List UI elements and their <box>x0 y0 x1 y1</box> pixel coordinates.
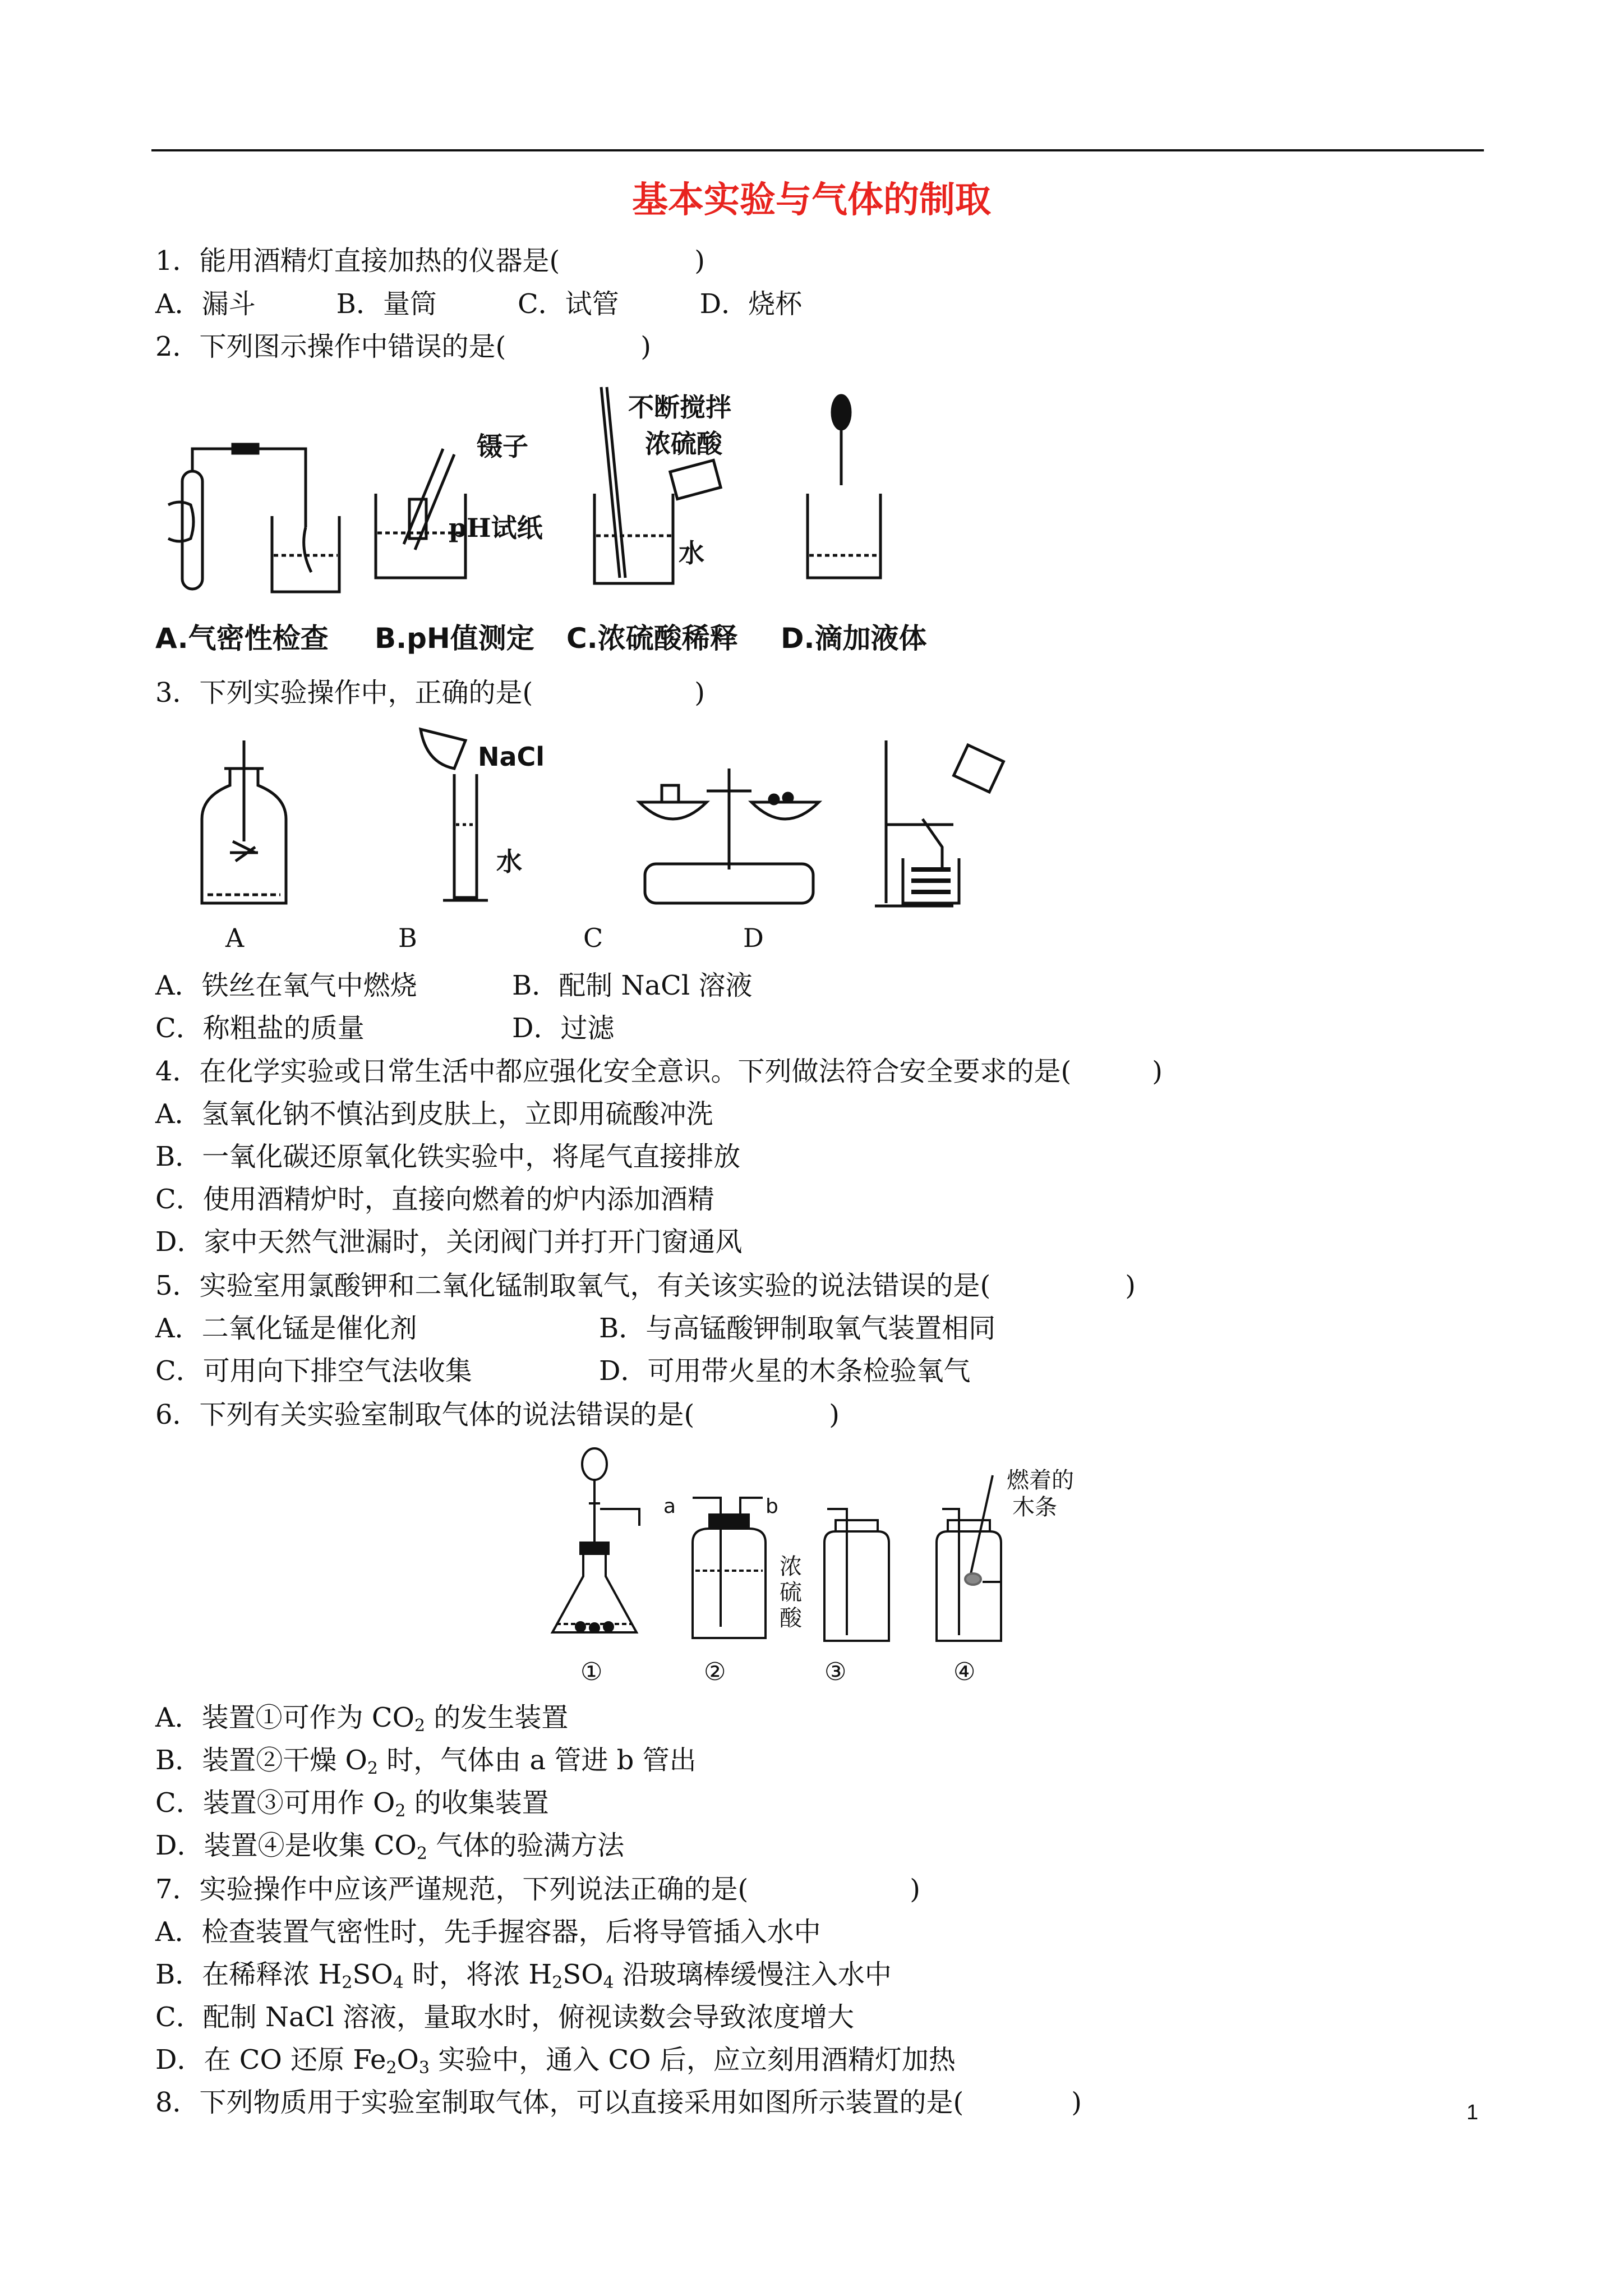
q6-device-3-collect-bottle <box>819 1509 897 1644</box>
question-3-stem: 3．下列实验操作中，正确的是( ) <box>155 677 705 708</box>
question-5-stem: 5．实验室用氯酸钾和二氧化锰制取氧气，有关该实验的说法错误的是( ) <box>155 1270 1136 1301</box>
page-number: 1 <box>1466 2101 1478 2124</box>
label-pipe-a: a <box>663 1495 676 1518</box>
label-water: 水 <box>679 538 704 568</box>
question-6-stem: 6．下列有关实验室制取气体的说法错误的是( ) <box>155 1399 840 1430</box>
q3-letter-a: A <box>225 923 245 953</box>
header-rule <box>151 149 1484 151</box>
label-ph-paper: pH试纸 <box>449 513 543 543</box>
q4-option-a: A．氢氧化钠不慎沾到皮肤上，立即用硫酸冲洗 <box>155 1098 713 1130</box>
label-conc-acid-vertical: 浓 硫 酸 <box>780 1554 802 1631</box>
label-water-b: 水 <box>496 846 522 877</box>
q6-device-2-wash-bottle <box>684 1498 774 1644</box>
q3-letter-b: B <box>398 923 417 953</box>
q5-option-b: B．与高锰酸钾制取氧气装置相同 <box>599 1313 996 1344</box>
question-7-stem: 7．实验操作中应该严谨规范，下列说法正确的是( ) <box>155 1874 920 1905</box>
q5-option-d: D．可用带火星的木条检验氧气 <box>599 1355 971 1387</box>
q3-figure-a-iron-wire <box>196 740 292 909</box>
q7-option-d: D．在 CO 还原 $Fe_2O_3$ 实验中，通入 CO 后，应立刻用酒精灯加热 <box>155 2044 956 2078</box>
q3-letter-d: D <box>743 923 764 953</box>
q3-option-a: A．铁丝在氧气中燃烧 <box>155 970 417 1001</box>
page-title: 基本实验与气体的制取 <box>632 180 991 221</box>
q6-option-a: A．装置①可作为 $CO_2$ 的发生装置 <box>155 1702 569 1736</box>
q2-figure-d-dropper <box>796 393 909 583</box>
q5-option-c: C．可用向下排空气法收集 <box>155 1355 472 1387</box>
label-tweezers: 镊子 <box>477 431 528 462</box>
q3-option-b: B．配制 NaCl 溶液 <box>512 970 753 1001</box>
q2-figure-a-airtightness <box>157 449 348 595</box>
q3-option-c: C．称粗盐的质量 <box>155 1013 365 1044</box>
q6-number-3: ③ <box>824 1658 847 1686</box>
question-1-stem: 1．能用酒精灯直接加热的仪器是( ) <box>155 245 705 277</box>
label-nacl: NaCl <box>478 742 545 772</box>
q4-option-b: B．一氧化碳还原氧化铁实验中，将尾气直接排放 <box>155 1141 741 1172</box>
q2-caption-a: A.气密性检查 <box>155 622 329 655</box>
q6-option-c: C．装置③可用作 $O_2$ 的收集装置 <box>155 1787 549 1821</box>
q6-device-1-flask <box>550 1447 667 1649</box>
q6-number-1: ① <box>580 1658 603 1686</box>
label-continuous-stir: 不断搅拌 <box>628 392 731 422</box>
q3-option-d: D．过滤 <box>512 1013 615 1044</box>
q7-option-a: A．检查装置气密性时，先手握容器，后将导管插入水中 <box>155 1916 821 1948</box>
question-2-stem: 2．下列图示操作中错误的是( ) <box>155 331 651 362</box>
q6-number-2: ② <box>704 1658 726 1686</box>
q3-letter-c: C <box>583 923 603 953</box>
q7-option-c: C．配制 NaCl 溶液，量取水时，俯视读数会导致浓度增大 <box>155 2001 854 2033</box>
q7-option-b: B．在稀释浓 $H_2SO_4$ 时，将浓 $H_2SO_4$ 沿玻璃棒缓慢注入水中 <box>155 1959 892 1993</box>
question-8-stem: 8．下列物质用于实验室制取气体，可以直接采用如图所示装置的是( ) <box>155 2087 1082 2118</box>
q4-option-d: D．家中天然气泄漏时，关闭阀门并打开门窗通风 <box>155 1226 743 1258</box>
label-pipe-b: b <box>766 1495 778 1518</box>
q4-option-c: C．使用酒精炉时，直接向燃着的炉内添加酒精 <box>155 1184 714 1215</box>
q2-caption-b: B.pH值测定 <box>375 622 534 655</box>
q5-option-a: A．二氧化锰是催化剂 <box>155 1313 417 1344</box>
q2-caption-c: C.浓硫酸稀释 <box>566 622 738 655</box>
q3-figure-d-filtration <box>869 740 1026 914</box>
question-4-stem: 4．在化学实验或日常生活中都应强化安全意识。下列做法符合安全要求的是( ) <box>155 1056 1163 1087</box>
label-burning-stick: 燃着的 木条 <box>1007 1467 1074 1520</box>
q6-option-b: B．装置②干燥 $O_2$ 时，气体由 a 管进 b 管出 <box>155 1745 697 1778</box>
q2-caption-d: D.滴加液体 <box>781 622 927 655</box>
q6-option-d: D．装置④是收集 $CO_2$ 气体的验满方法 <box>155 1830 625 1864</box>
label-conc-sulfuric-acid: 浓硫酸 <box>645 429 722 459</box>
q6-number-4: ④ <box>953 1658 976 1686</box>
q3-figure-c-balance <box>634 757 824 909</box>
question-1-options: A．漏斗 B．量筒 C．试管 D．烧杯 <box>155 288 803 320</box>
